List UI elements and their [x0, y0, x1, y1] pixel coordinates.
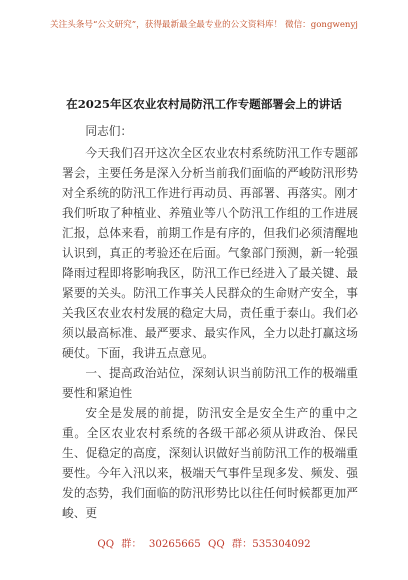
section-heading-1: 一、提高政治站位，深刻认识当前防汛工作的极端重要性和紧迫性	[62, 366, 358, 400]
salutation: 同志们：	[85, 124, 133, 138]
header-promo-note: 关注头条号“公文研究”，获得最新最全最专业的公文资料库！ 微信：gongwenyj	[50, 20, 358, 30]
paragraph-section-1: 安全是发展的前提，防汛安全是安全生产的重中之重。全区农业农村系统的各级干部必须从讲政治、保民生、促稳定的高度，深刻认识做好当前防汛工作的极端重要性。今年入汛以来，极端天气事件呈现多发、频发、强发的态势，我们面临的防汛形势比以往任何时候都更加严峻、更	[62, 406, 358, 520]
footer-qq-groups: QQ 群： 30265665 QQ 群：535304092	[97, 539, 311, 550]
paragraph-intro: 今天我们召开这次全区农业农村系统防汛工作专题部署会，主要任务是深入分析当前我们面临的严峻防汛形势对全系统的防汛工作进行再动员、再部署、再落实。刚才我们听取了种植业、养殖业等八个防汛工作组的工作进展汇报，总体来看，前期工作是有序的，但我们必须清醒地认识到，真正的考验还在后面。气象部门预测，新一轮强降雨过程即将影响我区，防汛工作已经进入了最关键、最紧要的关头。防汛工作事关人民群众的生命财产安全，事关我区农业农村发展的稳定大局，责任重于泰山。我们必须以最高标准、最严要求、最实作风，全力以赴打赢这场硬仗。下面，我讲五点意见。	[62, 146, 358, 360]
document-body	[62, 121, 358, 523]
document-title: 在2025年区农业农村局防汛工作专题部署会上的讲话	[66, 97, 342, 111]
